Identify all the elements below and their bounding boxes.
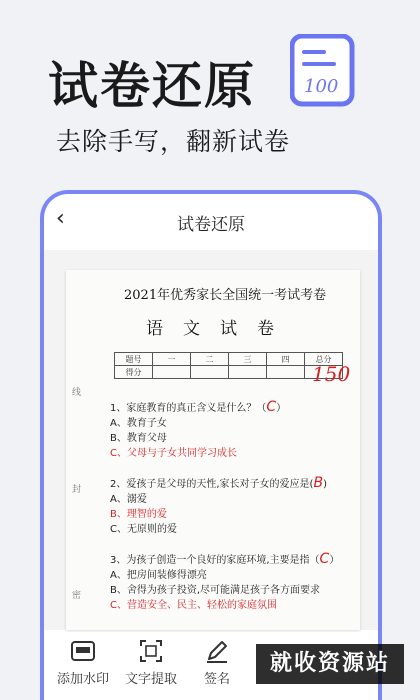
question-1: [110, 400, 286, 461]
score-header: 总分: [305, 353, 343, 366]
handwritten-answer: C: [266, 399, 277, 415]
score-header: 三: [229, 353, 267, 366]
side-label-line: 线: [72, 388, 82, 398]
hero-subtitle: 去除手写，翻新试卷: [56, 127, 291, 156]
score-cell: [191, 366, 229, 379]
option: B、舍得为孩子投资,尽可能满足孩子各方面要求: [110, 585, 321, 596]
add-watermark-label: 添加水印: [56, 672, 109, 687]
score-header: 题号: [115, 353, 153, 366]
site-watermark: 就收资源站: [256, 644, 404, 684]
pen-icon: [204, 638, 230, 664]
question-close: ）: [276, 403, 287, 414]
score-row-label: 得分: [115, 366, 153, 379]
handwritten-answer: B: [313, 475, 324, 491]
score-header: 一: [153, 353, 191, 366]
option-correct: B、理智的爱: [110, 509, 167, 520]
question-text: 2、爱孩子是父母的天性,家长对子女的爱应是(: [110, 479, 314, 490]
option: A、教育子女: [110, 418, 167, 429]
phone-frame: [40, 190, 382, 700]
question-3: [110, 552, 339, 613]
option: A、把房间装修得漂亮: [110, 570, 207, 581]
handwritten-answer: C: [319, 551, 330, 567]
question-close: ）: [329, 555, 340, 566]
option: A、溺爱: [110, 494, 147, 505]
side-label-seal: 封: [72, 485, 82, 495]
score-header: 四: [267, 353, 305, 366]
exam-document-score: 100: [304, 76, 339, 97]
score-cell: [153, 366, 191, 379]
handwritten-total-score: 150: [312, 362, 351, 386]
watermark-icon: [70, 638, 96, 664]
question-text: 3、为孩子创造一个良好的家庭环境,主要是指（: [110, 555, 320, 566]
side-label-secret: 密: [72, 591, 82, 601]
exam-subject: 语文试卷: [146, 319, 294, 339]
exam-paper: [66, 270, 360, 630]
add-watermark-button[interactable]: [48, 638, 118, 687]
option-correct: C、父母与子女共同学习成长: [110, 448, 237, 459]
signature-button[interactable]: [182, 638, 252, 687]
score-cell: [229, 366, 267, 379]
score-table: [114, 352, 343, 379]
exam-document-icon: [290, 34, 358, 108]
option: B、教育父母: [110, 433, 167, 444]
paper-preview-area: [44, 250, 378, 630]
screen-title: 试卷还原: [177, 215, 245, 235]
text-extract-icon: [138, 638, 164, 664]
option-correct: C、营造安全、民主、轻松的家庭氛围: [110, 600, 277, 611]
option: C、无原则的爱: [110, 524, 177, 535]
question-close: ): [323, 479, 327, 490]
exam-heading: 2021年优秀家长全国统一考试考卷: [124, 288, 327, 303]
score-header: 二: [191, 353, 229, 366]
score-cell: [267, 366, 305, 379]
hero-title: 试卷还原: [48, 57, 256, 115]
signature-label: 签名: [203, 672, 230, 687]
screen-header: [44, 194, 378, 246]
question-2: [110, 476, 327, 537]
text-extract-button[interactable]: [116, 638, 186, 687]
text-extract-label: 文字提取: [124, 672, 177, 687]
back-arrow-icon[interactable]: ‹: [56, 206, 65, 231]
question-text: 1、家庭教育的真正含义是什么？（: [110, 403, 267, 414]
